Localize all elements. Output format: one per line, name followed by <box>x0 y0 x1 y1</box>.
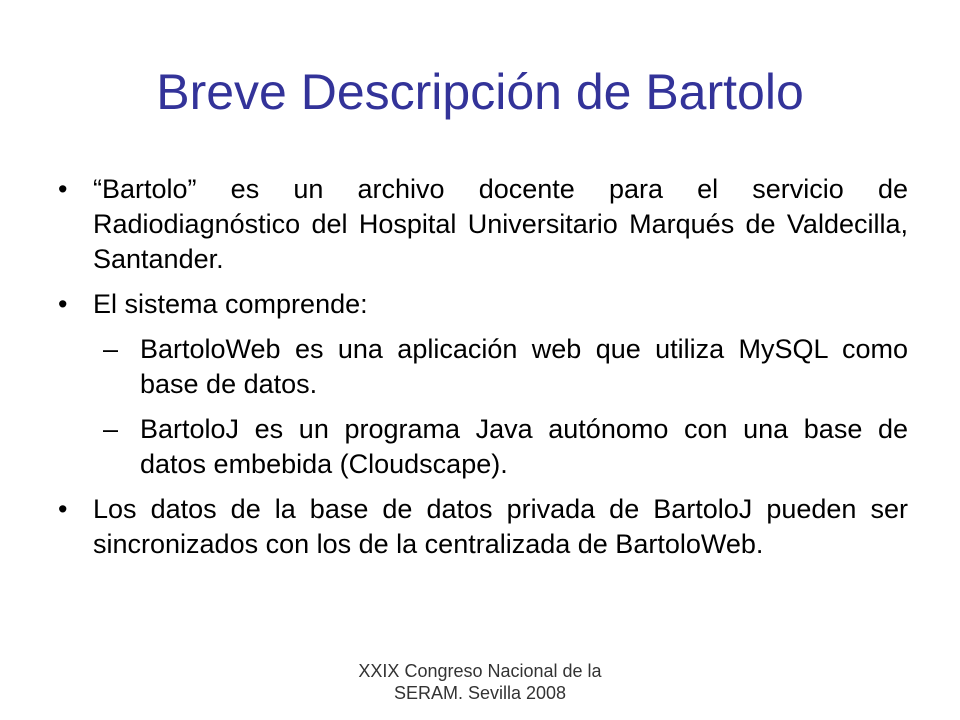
footer-line: SERAM. Sevilla 2008 <box>393 683 567 703</box>
sub-bullet-item <box>58 412 908 482</box>
sub-bullet-text: BartoloWeb es una aplicación web que utiliza MySQL como base de datos. <box>140 334 908 399</box>
bullet-item <box>58 492 908 562</box>
slide-title: Breve Descripción de Bartolo <box>156 64 804 120</box>
bullet-text: “Bartolo” es un archivo docente para el servicio de Radiodiagnóstico del Hospital Universitario Marqués de Valdecilla, Santander. <box>93 174 908 274</box>
bullet-text: El sistema comprende: <box>93 289 368 319</box>
sub-bullet-marker: – <box>103 414 119 444</box>
bullet-marker: • <box>58 494 68 524</box>
bullet-marker: • <box>58 174 68 204</box>
footer-line: XXIX Congreso Nacional de la <box>358 661 602 681</box>
bullet-text: Los datos de la base de datos privada de BartoloJ pueden ser sincronizados con los de la centralizada de BartoloWeb. <box>93 494 908 559</box>
sub-bullet-marker: – <box>103 334 119 364</box>
sub-bullet-item <box>58 332 908 402</box>
slide-footer <box>290 660 670 704</box>
bullet-item <box>58 287 908 322</box>
bullet-item <box>58 172 908 277</box>
sub-bullet-text: BartoloJ es un programa Java autónomo con una base de datos embebida (Cloudscape). <box>140 414 908 479</box>
bullet-marker: • <box>58 289 68 319</box>
slide-body <box>58 172 908 572</box>
